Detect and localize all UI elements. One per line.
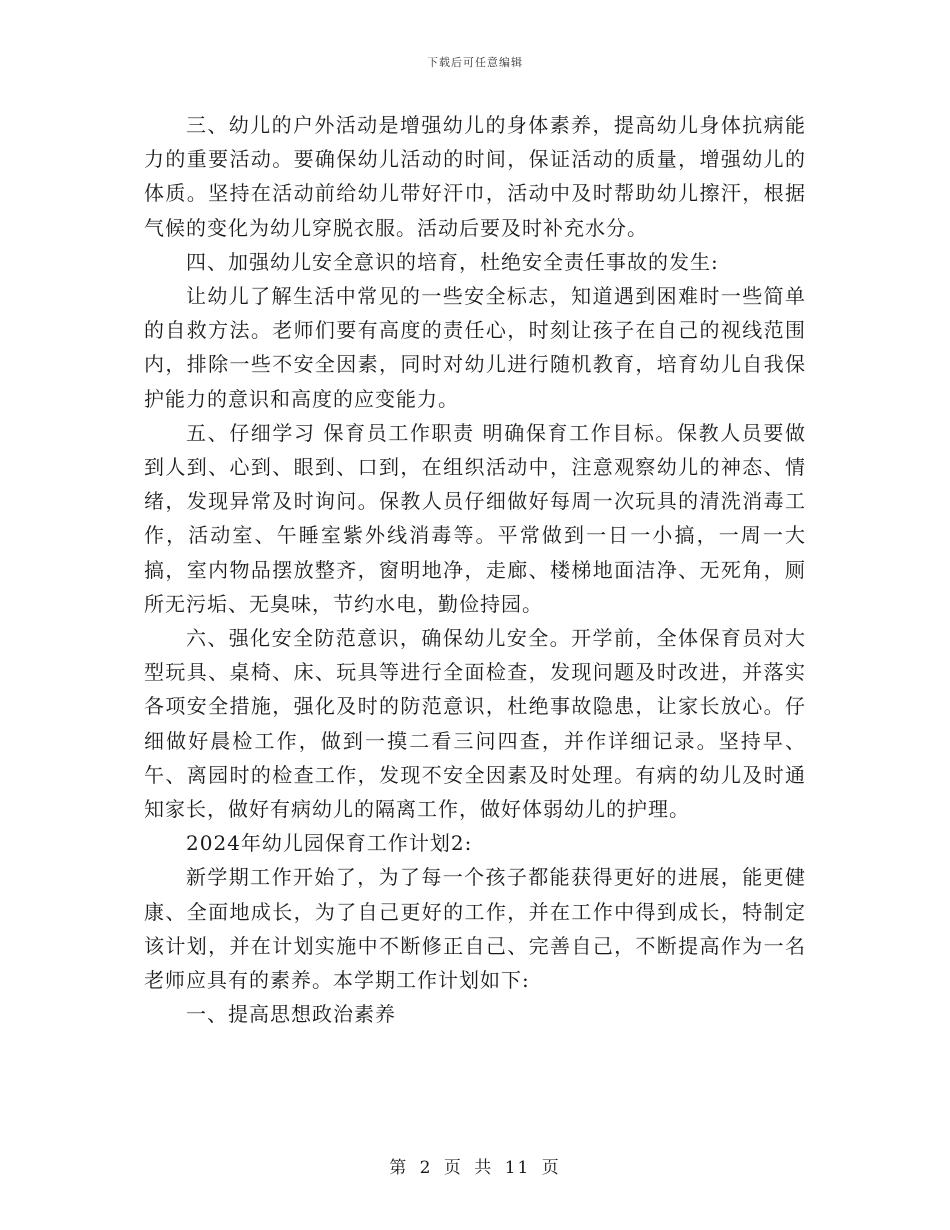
paragraph-plan-2-title: 2024年幼儿园保育工作计划2:	[186, 831, 473, 856]
paragraph-duties: 五、仔细学习 保育员工作职责 明确保育工作目标。保教人员要做到人到、心到、眼到、口到，在组织活动中，注意观察幼儿的神态、情绪，发现异常及时询问。保教人员仔细做好每周一次玩具的清洗消毒工作，活动室、午睡室紫外线消毒等。平常做到一日一小搞，一周一大搞，室内物品摆放整齐，窗明地净，走廊、楼梯地面洁净、无死角，厕所无污垢、无臭味，节约水电，勤俭持园。	[144, 420, 806, 616]
page-header: 下载后可任意编辑	[427, 56, 523, 69]
paragraph-safety-prevention: 六、强化安全防范意识，确保幼儿安全。开学前，全体保育员对大型玩具、桌椅、床、玩具等进行全面检查，发现问题及时改进，并落实各项安全措施，强化及时的防范意识，杜绝事故隐患，让家长放心。仔细做好晨检工作，做到一摸二看三问四查，并作详细记录。坚持早、午、离园时的检查工作，发现不安全因素及时处理。有病的幼儿及时通知家长，做好有病幼儿的隔离工作，做好体弱幼儿的护理。	[144, 626, 806, 822]
paragraph-outdoor-activities: 三、幼儿的户外活动是增强幼儿的身体素养，提高幼儿身体抗病能力的重要活动。要确保幼儿活动的时间，保证活动的质量，增强幼儿的体质。坚持在活动前给幼儿带好汗巾，活动中及时帮助幼儿擦汗，根据气候的变化为幼儿穿脱衣服。活动后要及时补充水分。	[144, 113, 806, 240]
document-body	[144, 108, 806, 1031]
paragraph-new-term: 新学期工作开始了，为了每一个孩子都能获得更好的进展，能更健康、全面地成长，为了自己更好的工作，并在工作中得到成长，特制定该计划，并在计划实施中不断修正自己、完善自己，不断提高作为一名老师应具有的素养。本学期工作计划如下:	[144, 865, 806, 993]
paragraph-political-quality: 一、提高思想政治素养	[186, 1002, 396, 1027]
paragraph-safety-heading: 四、加强幼儿安全意识的培育，杜绝安全责任事故的发生:	[186, 249, 719, 274]
page-number: 第 2 页 共 11 页	[389, 1158, 561, 1178]
paragraph-safety-awareness: 让幼儿了解生活中常见的一些安全标志，知道遇到困难时一些简单的自救方法。老师们要有高度的责任心，时刻让孩子在自己的视线范围内，排除一些不安全因素，同时对幼儿进行随机教育，培育幼儿自我保护能力的意识和高度的应变能力。	[144, 284, 806, 411]
